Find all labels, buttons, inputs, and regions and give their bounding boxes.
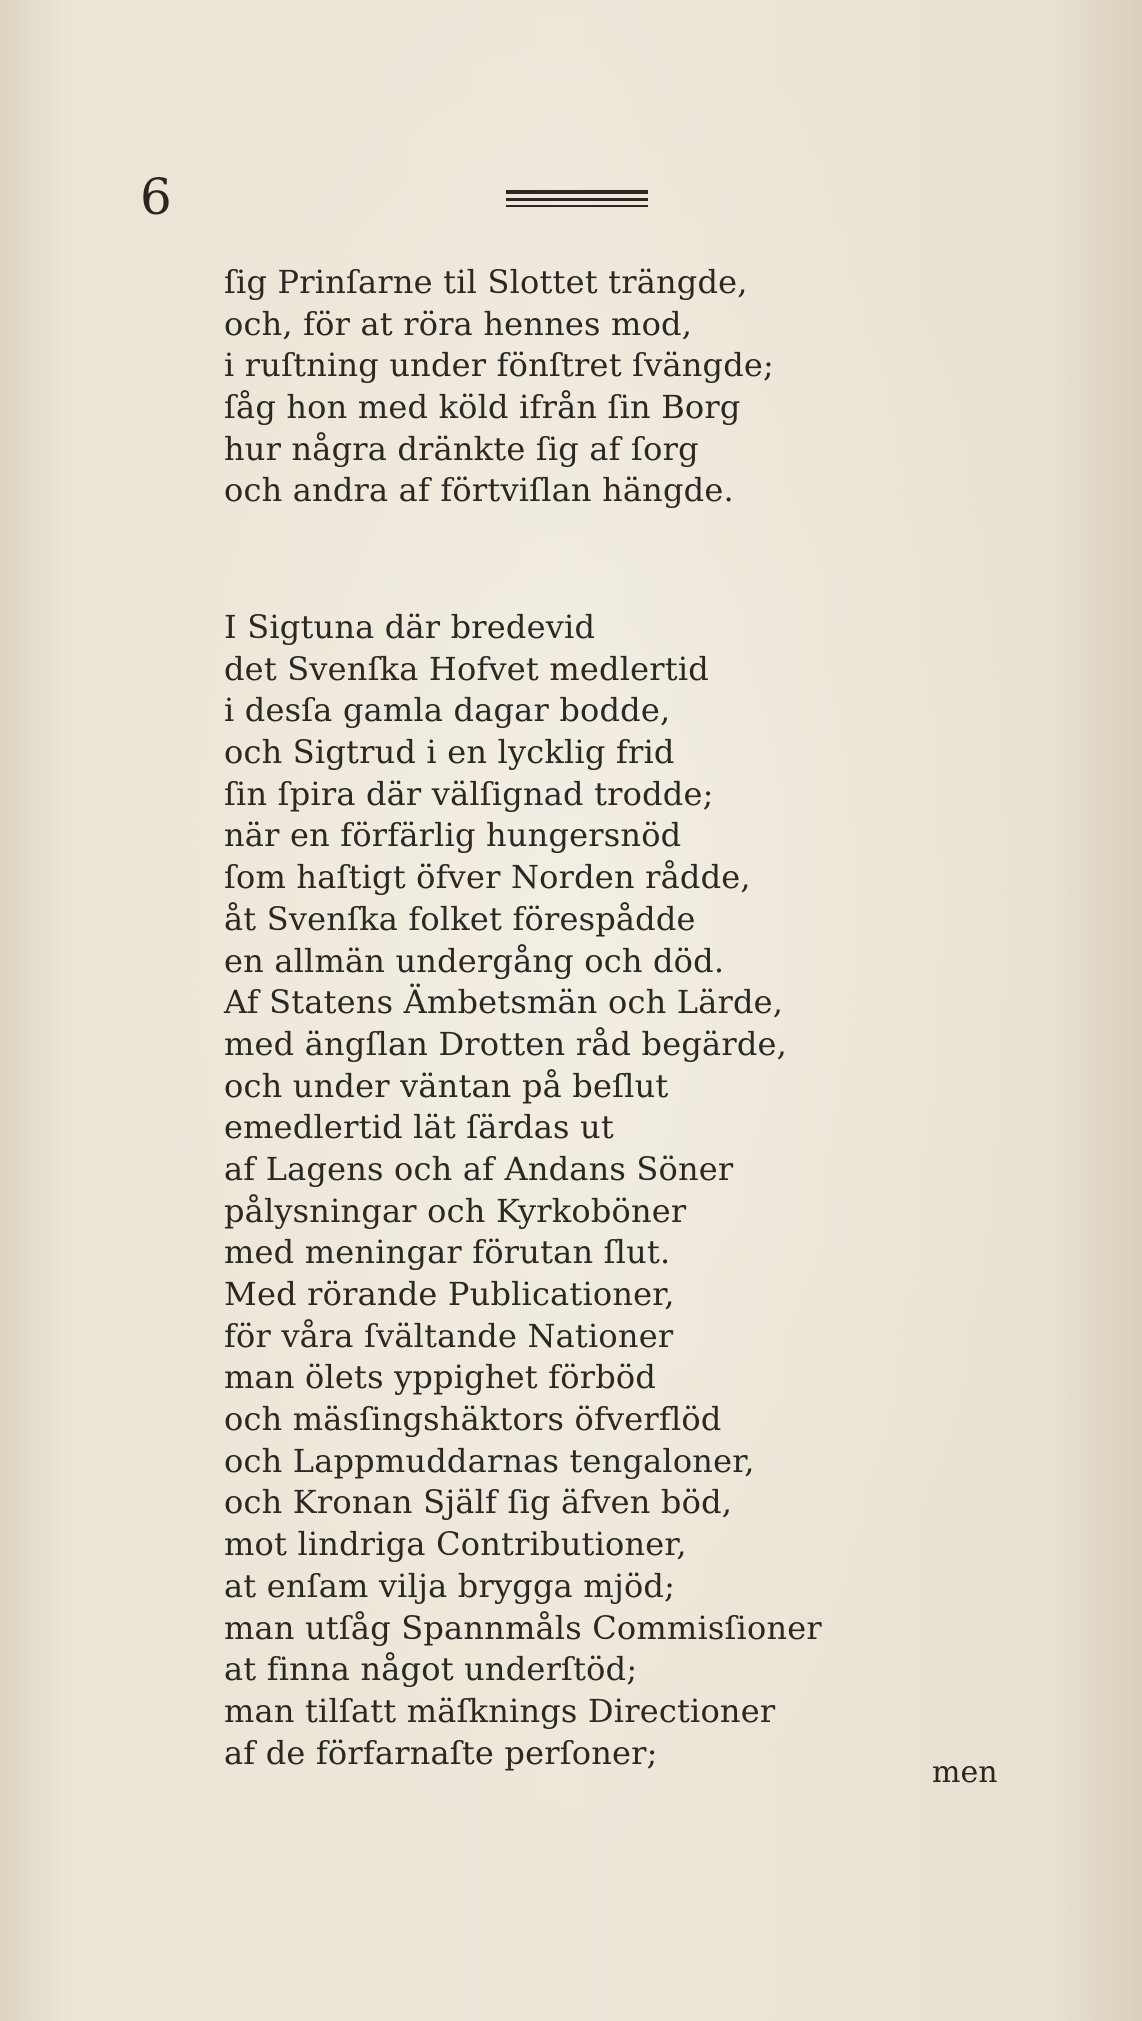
verse-line: i desſa gamla dagar bodde, [224,691,671,730]
verse-line: pålysningar och Kyrkoböner [224,1191,687,1230]
verse-line: och Sigtrud i en lycklig frid [224,733,675,772]
verse-line: man tilſatt mäſknings Directioner [224,1691,776,1730]
verse-line: ſig Prinſarne til Slottet trängde, [224,263,748,301]
verse-line: och, för at röra hennes mod, [224,304,693,343]
stanza-1 [224,262,844,512]
verse-line: I Sigtuna där bredevid [224,608,596,646]
verse-line: mot lindriga Contributioner, [224,1525,687,1564]
verse-line: och Kronan Själf ſig äfven böd, [224,1483,733,1522]
verse-line: at enſam vilja brygga mjöd; [224,1566,676,1605]
verse-line: af Lagens och af Andans Söner [224,1149,734,1188]
stanza-2 [224,607,844,1774]
catchword: men [932,1755,998,1790]
verse-line: man utſåg Spannmåls Commisſioner [224,1608,822,1647]
rule-line [506,198,648,201]
verse-line: ſom haſtigt öfver Norden rådde, [224,858,751,897]
verse-line: och mäsſingshäktors öfverflöd [224,1400,722,1439]
verse-line: för våra ſvältande Nationer [224,1316,674,1355]
verse-line: åt Svenſka folket förespådde [224,899,696,938]
page-number: 6 [140,168,172,226]
verse-line: Med rörande Publicationer, [224,1275,675,1313]
verse-line: man ölets yppighet förböd [224,1358,657,1397]
verse-line: med ängſlan Drotten råd begärde, [224,1024,788,1063]
verse-line: en allmän undergång och död. [224,941,725,980]
verse-line: och Lappmuddarnas tengaloner, [224,1441,755,1480]
verse-line: af de förfarnaſte perſoner; [224,1733,658,1772]
rule-line [506,205,648,207]
verse-line: Af Statens Ämbetsmän och Lärde, [224,983,784,1022]
verse-line: med meningar förutan ſlut. [224,1233,671,1272]
verse-line: när en förfärlig hungersnöd [224,816,682,855]
ornamental-rule [506,190,648,212]
verse-line: at finna något underſtöd; [224,1650,638,1689]
verse-line: hur några dränkte ſig af ſorg [224,429,699,468]
verse-line: emedlertid lät ſärdas ut [224,1108,614,1147]
verse-line: och under väntan på beſlut [224,1066,669,1105]
verse-line: ſin ſpira där välſignad trodde; [224,774,714,813]
verse-line: i ruſtning under fönſtret ſvängde; [224,346,775,385]
verse-line: det Svenſka Hofvet medlertid [224,649,709,688]
verse-line: ſåg hon med köld ifrån ſin Borg [224,388,741,427]
verse-line: och andra af förtviſlan hängde. [224,471,734,510]
rule-line [506,190,648,194]
